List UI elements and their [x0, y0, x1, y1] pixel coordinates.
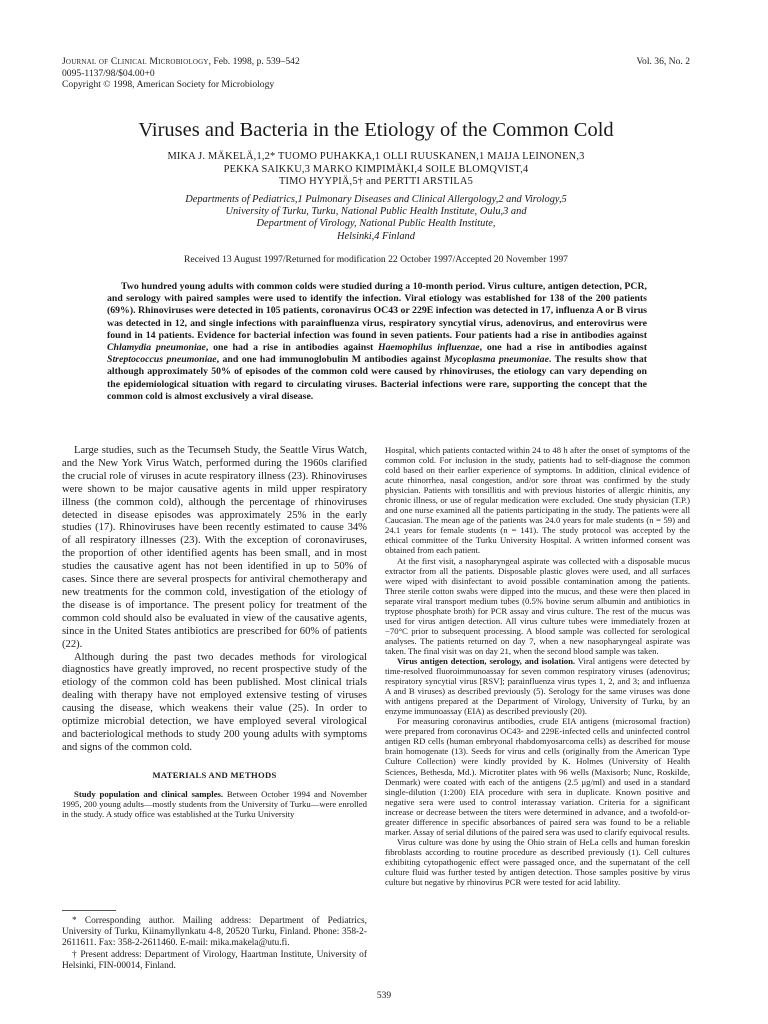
author-line: MIKA J. MÄKELÄ,1,2* TUOMO PUHAKKA,1 OLLI RUUSKANEN,1 MAIJA LEINONEN,3: [167, 151, 585, 162]
left-column: [62, 445, 367, 819]
copyright: Copyright © 1998, American Society for Microbiology: [62, 79, 275, 90]
footnote-present-address: † Present address: Department of Virology, Haartman Institute, University of Helsinki, FIN-00014, Finland.: [62, 949, 367, 971]
species-name: Mycoplasma pneumoniae: [444, 354, 549, 366]
footnote-rule: [62, 910, 116, 911]
section-heading: MATERIALS AND METHODS: [152, 769, 277, 780]
author-line: TIMO HYYPIÄ,5† and PERTTI ARSTILA5: [278, 176, 474, 187]
affiliation-line: Departments of Pediatrics,1 Pulmonary Diseases and Clinical Allergology,2 and Virology,5: [185, 194, 567, 205]
species-name: Haemophilus influenzae: [378, 342, 480, 354]
body-paragraph: At the first visit, a nasopharyngeal aspirate was collected with a disposable mucus extractor from all the patients. Disposable plastic gloves were used, and all surfaces were wiped with disinfectant to avoid possible contamination among the patients. Three sterile cotton swabs were dipped into the mucus, and these were then placed in separate viral transport medium tubes (0.5% bovine serum albumin and antibiotics in tryptose phosphate broth) for PCR assay and virus culture. The rest of the mucus was used for virus antigen detection. All virus culture tubes were immediately frozen at −70°C prior to subsequent processing. A blood sample was collected for serological analyses. The patients returned on day 7, when a new nasopharyngeal aspirate was taken. The final visit was on day 21, when the second blood sample was taken.: [385, 555, 690, 656]
journal-name: Journal of Clinical Microbiology: [62, 56, 209, 67]
body-paragraph: Large studies, such as the Tecumseh Study, the Seattle Virus Watch, and the New York Virus Watch, performed during the 1960s clarified the crucial role of viruses in acute respiratory illness (23). Rhinoviruses were shown to be major causative agents in mild upper respiratory illness (the common cold), although the percentage of rhinoviruses detected in disease episodes was approximately 25% in the early studies (17). Rhinoviruses have been recently estimated to cause 34% of all respiratory illnesses (23). With the exception of coronaviruses, the proportion of other identified agents has been small, and in most studies the causative agent has not been identified in up to 50% of cases. Since there are several prospects for antiviral chemotherapy and new treatments for the common cold, investigation of the etiology of the disease is of importance. The present policy for treatment of the common cold should also be evaluated in view of the causative agents, since in the United States antibiotics are prescribed for 60% of patients (22).: [62, 445, 367, 650]
journal-citation: , Feb. 1998, p. 539–542: [208, 56, 300, 67]
article-title: Viruses and Bacteria in the Etiology of the Common Cold: [138, 119, 614, 141]
affiliation-line: Department of Virology, National Public Health Institute,: [256, 218, 496, 230]
received-dates: Received 13 August 1997/Returned for modification 22 October 1997/Accepted 20 November 1997: [184, 254, 568, 265]
body-paragraph: Virus antigen detection, serology, and isolation. Viral antigens were detected by time-resolved fluoroimmunoassay for seven common respiratory viruses (adenovirus; respiratory syncytial virus [RSV]; parainfluenza virus types 1, 2, and 3; and influenza A and B viruses) as described previously (5). Serology for the same viruses was done with antigens prepared at the Department of Virology, University of Turku, by an enzyme immunoassay (EIA) as described previously (20).: [385, 655, 690, 717]
page-number: 539: [376, 991, 392, 1001]
right-column: [385, 445, 690, 887]
abstract: Two hundred young adults with common colds were studied during a 10-month period. Virus culture, antigen detection, PCR, and serology with paired samples were used to identify the infection. Viral etiology was established for 138 of the 200 patients (69%). Rhinoviruses were detected in 105 patients, coronavirus OC43 or 229E infection was detected in 17, influenza A or B virus was detected in 12, and single infections with parainfluenza virus, respiratory syncytial virus, adenovirus, and enterovirus were found in 14 patients. Evidence for bacterial infection was found in seven patients. Four patients had a rise in antibodies against Chlamydia pneumoniae, one had a rise in antibodies against Haemophilus influenzae, one had a rise in antibodies against Streptococcus pneumoniae, and one had immunoglobulin M antibodies against Mycoplasma pneumoniae. The results show that although approximately 50% of episodes of the common cold were caused by rhinoviruses, the etiology can vary depending on the epidemiological situation with regard to circulating viruses. Bacterial infections were rare, supporting the concept that the common cold is almost exclusively a viral disease.: [107, 281, 647, 402]
species-name: Chlamydia pneumoniae: [107, 342, 206, 354]
footnotes: [62, 916, 367, 972]
species-name: Streptococcus pneumoniae: [107, 354, 217, 366]
affiliation-line: Helsinki,4 Finland: [337, 230, 415, 242]
body-paragraph: Although during the past two decades methods for virological diagnostics have greatly improved, no recent prospective study of the etiology of the common cold has been published. Most clinical trials dealing with therapy have not employed extensive testing of viruses causing the disease, which weakens their value (25). In order to optimize microbial detection, we have employed several virological and bacteriological methods to study 200 young adults with symptoms and signs of the common cold.: [62, 651, 367, 753]
issn: 0095-1137/98/$04.00+0: [62, 67, 155, 79]
body-paragraph: Virus culture was done by using the Ohio strain of HeLa cells and human foreskin fibroblasts according to routine procedure as described previously (1). Cell cultures exhibiting cytopathogenic effect were passaged once, and the supernatant of the cell culture fluid was further tested by antigen detection. Those samples positive by virus culture but negative by rhinovirus PCR were tested for acid lability.: [385, 836, 690, 888]
body-paragraph: For measuring coronavirus antibodies, crude EIA antigens (microsomal fraction) were prepared from coronavirus OC43- and 229E-infected cells and uninfected control antigen RD cells (human embryonal rhabdomyosarcoma cells) as described for mouse brain homogenate (13). Seeds for virus and cells (originally from the American Type Culture Collection) were kindly provided by K. Holmes (University of Health Sciences, Bethesda, Md.). Microtiter plates with 96 wells (Maxisorb; Nunc, Roskilde, Denmark) were coated with each of the antigens (2.5 μg/ml) and used in a standard single-dilution (1:200) EIA procedure with sera in duplicate. Known positive and negative sera were used to control interassay variation. Criteria for a significant increase or decrease between the titers were determined in advance, and a twofold-or-greater difference in specific absorbances of paired sera was found to be a reliable marker. Assay of serial dilutions of the paired sera was used to clarify equivocal results.: [385, 716, 690, 837]
author-line: PEKKA SAIKKU,3 MARKO KIMPIMÄKI,4 SOILE BLOMQVIST,4: [223, 163, 529, 175]
run-in-heading: Study population and clinical samples.: [74, 788, 224, 799]
run-in-heading: Virus antigen detection, serology, and isolation.: [397, 655, 576, 666]
affiliations: [140, 194, 612, 243]
body-paragraph: Study population and clinical samples. Between October 1994 and November 1995, 200 young adults—mostly students from the University of Turku—were enrolled in the study. A study office was established at the Turku University: [62, 788, 367, 819]
author-list: [100, 151, 652, 189]
running-header: [62, 56, 690, 91]
volume-issue: Vol. 36, No. 2: [636, 56, 690, 67]
body-paragraph: Hospital, which patients contacted within 24 to 48 h after the onset of symptoms of the common cold. For inclusion in the study, patients had to self-diagnose the common cold based on their earlier experience of symptoms. In addition, clinical evidence of acute rhinorrhea, nasal congestion, and/or sore throat was confirmed by the study physician. Patients with tonsillitis and with previous histories of allergic rhinitis, any chronic illness, or use of regular medication were excluded. One study physician (T.P.) and one nurse examined all the patients participating in the study. The patients were all Caucasian. The mean age of the patients was 24.0 years for male students (n = 59) and 24.1 years for female students (n = 141). The study protocol was accepted by the ethical committee of the Turku University Hospital. A written informed consent was obtained from each patient.: [385, 445, 690, 556]
footnote-corresponding: * Corresponding author. Mailing address: Department of Pediatrics, University of Turku, Kiinamyllynkatu 4-8, 20520 Turku, Finland. Phone: 358-2-2611611. Fax: 358-2-2611460. E-mail: mika.makela@utu.fi.: [62, 916, 367, 949]
affiliation-line: University of Turku, Turku, National Public Health Institute, Oulu,3 and: [225, 206, 527, 218]
